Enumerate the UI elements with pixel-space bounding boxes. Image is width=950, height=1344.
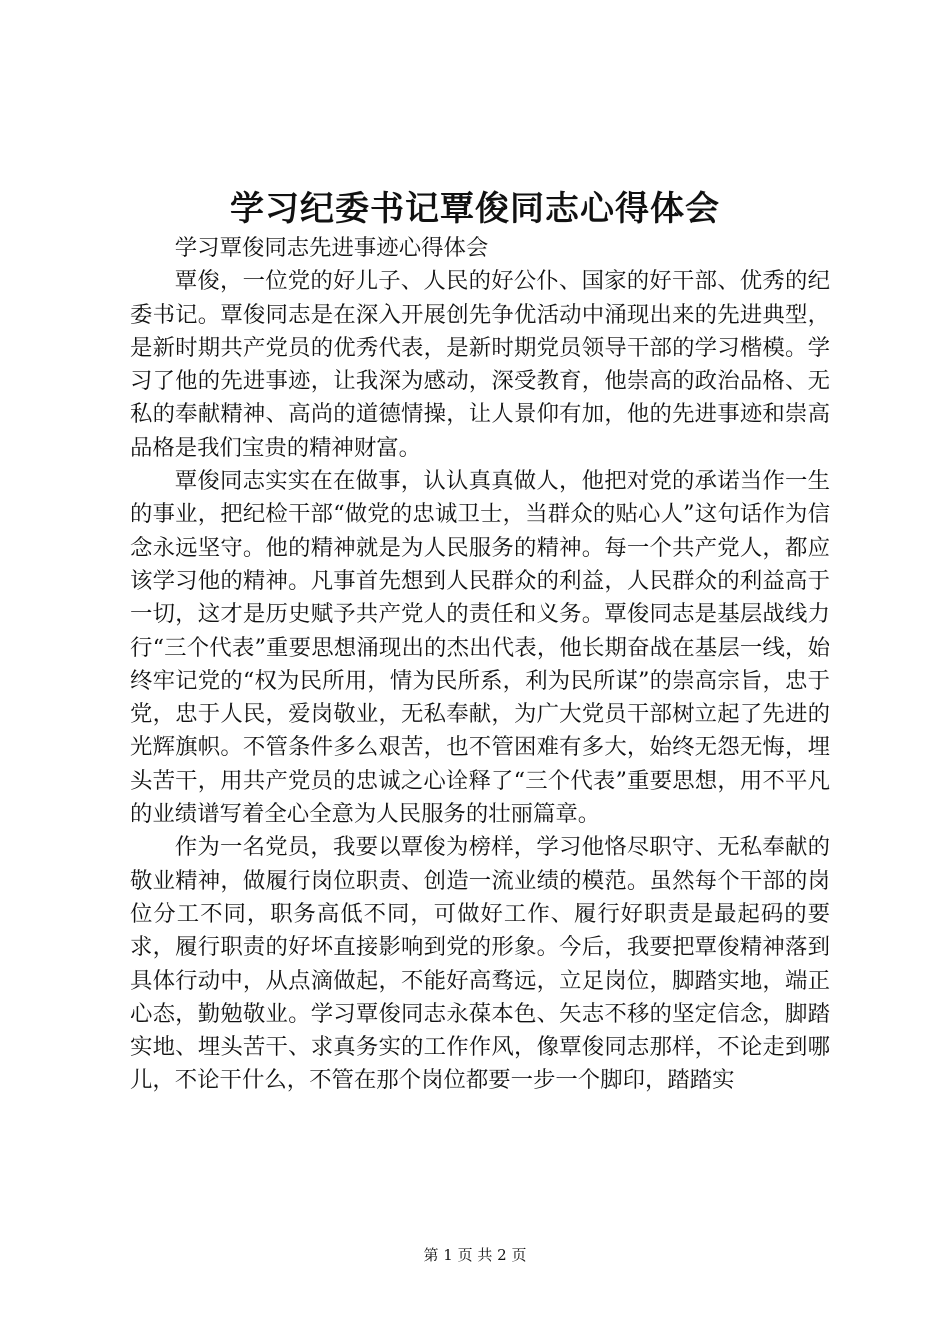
paragraph-1: 覃俊，一位党的好儿子、人民的好公仆、国家的好干部、优秀的纪委书记。覃俊同志是在深入开展创先争优活动中涌现出来的先进典型，是新时期共产党员的优秀代表，是新时期党员领导干部的学习楷模。学习了他的先进事迹，让我深为感动，深受教育，他崇高的政治品格、无私的奉献精神、高尚的道德情操，让人景仰有加，他的先进事迹和崇高品格是我们宝贵的精神财富。: [130, 268, 830, 461]
paragraph-2: 覃俊同志实实在在做事，认认真真做人，他把对党的承诺当作一生的事业，把纪检干部“做党的忠诚卫士，当群众的贴心人”这句话作为信念永远坚守。他的精神就是为人民服务的精神。每一个共产党人，都应该学习他的精神。凡事首先想到人民群众的利益，人民群众的利益高于一切，这才是历史赋予共产党人的责任和义务。覃俊同志是基层战线力行“三个代表”重要思想涌现出的杰出代表，他长期奋战在基层一线，始终牢记党的“权为民所用，情为民所系，利为民所谋”的崇高宗旨，忠于党，忠于人民，爱岗敬业，无私奉献，为广大党员干部树立起了先进的光辉旗帜。不管条件多么艰苦，也不管困难有多大，始终无怨无悔，埋头苦干，用共产党员的忠诚之心诠释了“三个代表”重要思想，用不平凡的业绩谱写着全心全意为人民服务的壮丽篇章。: [130, 468, 830, 828]
paragraph-3: 作为一名党员，我要以覃俊为榜样，学习他恪尽职守、无私奉献的敬业精神，做履行岗位职责、创造一流业绩的模范。虽然每个干部的岗位分工不同，职务高低不同，可做好工作、履行好职责是最起码的要求，履行职责的好坏直接影响到党的形象。今后，我要把覃俊精神落到具体行动中，从点滴做起，不能好高骛远，立足岗位，脚踏实地，端正心态，勤勉敬业。学习覃俊同志永葆本色、矢志不移的坚定信念，脚踏实地、埋头苦干、求真务实的工作作风，像覃俊同志那样，不论走到哪儿，不论干什么，不管在那个岗位都要一步一个脚印，踏踏实: [130, 834, 830, 1094]
document-title: 学习纪委书记覃俊同志心得体会: [230, 189, 720, 229]
page-footer: [0, 1243, 950, 1267]
document-subtitle: 学习覃俊同志先进事迹心得体会: [174, 235, 489, 261]
page-indicator: 第 1 页 共 2 页: [423, 1246, 527, 1264]
document-body: [130, 232, 830, 1098]
